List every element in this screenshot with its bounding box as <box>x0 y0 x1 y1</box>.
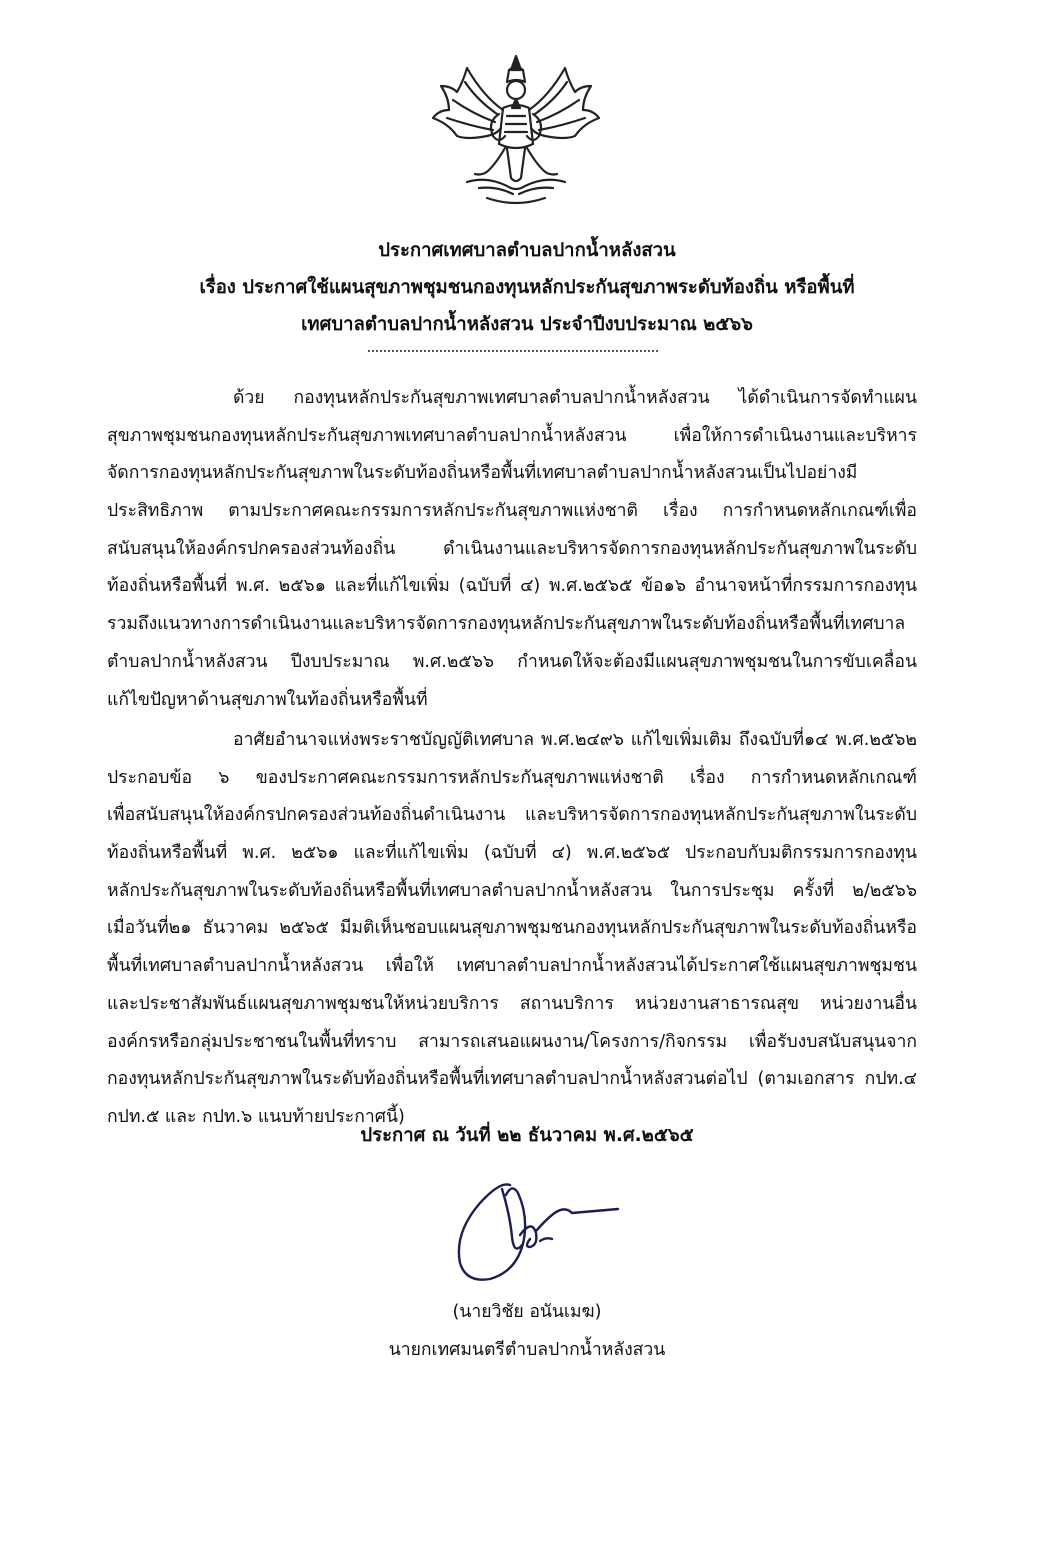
paragraph-line: และประชาสัมพันธ์แผนสุขภาพชุมชนให้หน่วยบริการ สถานบริการ หน่วยงานสาธารณสุข หน่วยงานอื่น <box>107 993 917 1014</box>
paragraph-line: แก้ไขปัญหาด้านสุขภาพในท้องถิ่นหรือพื้นที่ <box>107 689 428 710</box>
paragraph-line: สุขภาพชุมชนกองทุนหลักประกันสุขภาพเทศบาลตำบลปากน้ำหลังสวน เพื่อให้การดำเนินงานและบริหาร <box>107 425 917 446</box>
subject-line: เรื่อง ประกาศใช้แผนสุขภาพชุมชนกองทุนหลักประกันสุขภาพระดับท้องถิ่น หรือพื้นที่ <box>199 277 855 298</box>
paragraph-line: ประกอบข้อ ๖ ของประกาศคณะกรรมการหลักประกันสุขภาพแห่งชาติ เรื่อง การกำหนดหลักเกณฑ์ <box>107 767 917 788</box>
announcement-header <box>90 232 964 343</box>
paragraph-line: รวมถึงแนวทางการดำเนินงานและบริหารจัดการกองทุนหลักประกันสุขภาพในระดับท้องถิ่นหรือพื้นที่เทศบาล <box>107 614 906 635</box>
garuda-emblem-icon <box>427 52 605 212</box>
signer-name: (นายวิชัย อนันเมฆ) <box>452 1302 602 1322</box>
signer-position: นายกเทศมนตรีตำบลปากน้ำหลังสวน <box>388 1340 666 1360</box>
paragraph-line: ด้วย กองทุนหลักประกันสุขภาพเทศบาลตำบลปากน้ำหลังสวน ได้ดำเนินการจัดทำแผน <box>233 388 917 408</box>
paragraph-line: ท้องถิ่นหรือพื้นที่ พ.ศ. ๒๕๖๑ และที่แก้ไขเพิ่ม (ฉบับที่ ๔) พ.ศ.๒๕๖๕ ประกอบกับมติกรรมการกองทุน <box>107 843 917 864</box>
paragraph-line: องค์กรหรือกลุ่มประชาชนในพื้นที่ทราบ สามารถเสนอแผนงาน/โครงการ/กิจกรรม เพื่อรับงบสนับสนุนจาก <box>107 1031 917 1052</box>
subject-line-2: เทศบาลตำบลปากน้ำหลังสวน ประจำปีงบประมาณ ๒๕๖๖ <box>301 314 753 335</box>
paragraph-line: อาศัยอำนาจแห่งพระราชบัญญัติเทศบาล พ.ศ.๒๔๙๖ แก้ไขเพิ่มเติม ถึงฉบับที่๑๔ พ.ศ.๒๕๖๒ <box>233 730 917 750</box>
paragraph-line: จัดการกองทุนหลักประกันสุขภาพในระดับท้องถิ่นหรือพื้นที่เทศบาลตำบลปากน้ำหลังสวนเป็นไปอย่างมี <box>107 463 858 484</box>
paragraph-line: ประสิทธิภาพ ตามประกาศคณะกรรมการหลักประกันสุขภาพแห่งชาติ เรื่อง การกำหนดหลักเกณฑ์เพื่อ <box>107 501 917 522</box>
paragraph-line: เมื่อวันที่๒๑ ธันวาคม ๒๕๖๕ มีมติเห็นชอบแผนสุขภาพชุมชนกองทุนหลักประกันสุขภาพในระดับท้องถิ่นหรือ <box>107 918 917 939</box>
paragraph-line: กองทุนหลักประกันสุขภาพในระดับท้องถิ่นหรือพื้นที่เทศบาลตำบลปากน้ำหลังสวนต่อไป (ตามเอกสาร กปท.๔ <box>107 1069 917 1090</box>
paragraph-1 <box>107 380 917 719</box>
announcement-date: ประกาศ ณ วันที่ ๒๒ ธันวาคม พ.ศ.๒๕๖๕ <box>360 1125 694 1146</box>
issuer-title: ประกาศเทศบาลตำบลปากน้ำหลังสวน <box>378 240 676 261</box>
paragraph-line: ท้องถิ่นหรือพื้นที่ พ.ศ. ๒๕๖๑ และที่แก้ไขเพิ่ม (ฉบับที่ ๔) พ.ศ.๒๕๖๕ ข้อ๑๖ อำนาจหน้าที่กรรมการกองทุน <box>107 576 917 597</box>
paragraph-line: เพื่อสนับสนุนให้องค์กรปกครองส่วนท้องถิ่นดำเนินงาน และบริหารจัดการกองทุนหลักประกันสุขภาพในระดับ <box>107 805 917 826</box>
paragraph-line: ตำบลปากน้ำหลังสวน ปีงบประมาณ พ.ศ.๒๕๖๖ กำหนดให้จะต้องมีแผนสุขภาพชุมชนในการขับเคลื่อน <box>107 651 917 672</box>
header-divider <box>368 350 658 352</box>
paragraph-2 <box>107 722 917 1137</box>
paragraph-line: หลักประกันสุขภาพในระดับท้องถิ่นหรือพื้นที่เทศบาลตำบลปากน้ำหลังสวน ในการประชุม ครั้งที่ ๒/๒๕๖๖ <box>107 880 917 901</box>
signature-icon <box>440 1175 640 1295</box>
paragraph-line: สนับสนุนให้องค์กรปกครองส่วนท้องถิ่น ดำเนินงานและบริหารจัดการกองทุนหลักประกันสุขภาพในระดับ <box>107 538 917 559</box>
paragraph-line: กปท.๕ และ กปท.๖ แนบท้ายประกาศนี้) <box>107 1106 405 1127</box>
paragraph-line: พื้นที่เทศบาลตำบลปากน้ำหลังสวน เพื่อให้ เทศบาลตำบลปากน้ำหลังสวนได้ประกาศใช้แผนสุขภาพชุมชน <box>107 956 917 977</box>
